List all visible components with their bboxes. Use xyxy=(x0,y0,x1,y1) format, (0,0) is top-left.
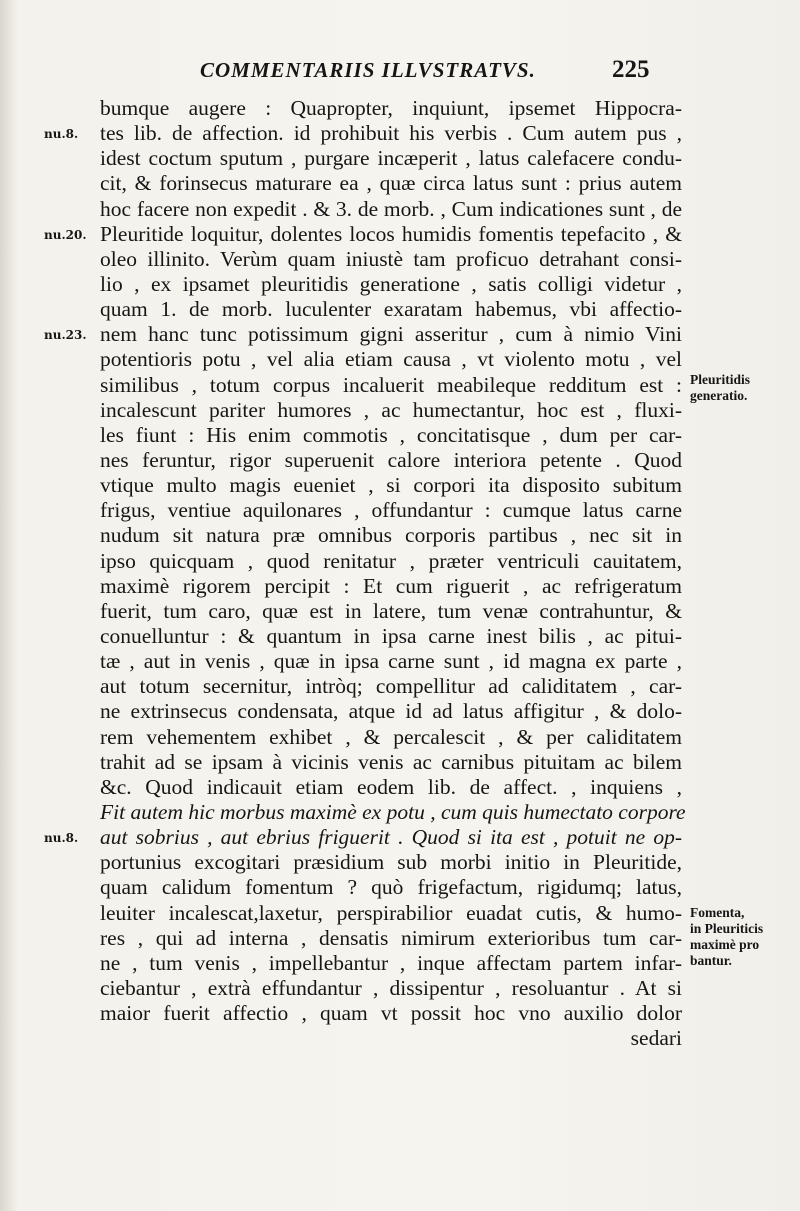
text-line: aut sobrius , aut ebrius friguerit . Quod si ita est , potuit ne op- xyxy=(100,825,682,850)
text-line: Pleuritide loquitur, dolentes locos humidis fomentis tepefacito , & xyxy=(100,221,682,246)
side-note xyxy=(690,905,763,969)
text-line: sedari xyxy=(630,1026,682,1051)
text-line: conuelluntur : & quantum in ipsa carne inest bilis , ac pitui- xyxy=(100,623,682,648)
text-line: nudum sit natura præ omnibus corporis partibus , nec sit in xyxy=(100,523,682,548)
text-line: Fit autem hic morbus maximè ex potu , cum quis humectato corpore xyxy=(100,799,686,824)
text-line: tæ , aut in venis , quæ in ipsa carne sunt , id magna ex parte , xyxy=(100,649,682,674)
text-line: tes lib. de affection. id prohibuit his verbis . Cum autem pus , xyxy=(100,121,682,146)
text-line: hoc facere non expedit . & 3. de morb. , Cum indicationes sunt , de xyxy=(100,196,682,221)
text-line: quam calidum fomentum ? quò frigefactum, rigidumq; latus, xyxy=(100,875,682,900)
text-line: oleo illinito. Verùm quam iniustè tam proficuo detrahant consi- xyxy=(100,246,682,271)
text-line: quam 1. de morb. luculenter exaratam habemus, vbi affectio- xyxy=(100,297,682,322)
side-note-line: maximè pro xyxy=(690,937,760,952)
page-number: 225 xyxy=(612,56,650,83)
text-line: bumque augere : Quapropter, inquiunt, ipsemet Hippocra- xyxy=(100,96,682,120)
text-line: lio , ex ipsamet pleuritidis generatione , satis colligi videtur , xyxy=(100,271,682,296)
text-line: ne , tum venis , impellebantur , inque affectam partem infar- xyxy=(100,950,682,975)
text-line: idest coctum sputum , purgare incæperit , latus calefacere condu- xyxy=(100,146,682,171)
text-line: frigus, ventiue aquilonares , offundantur : cumque latus carne xyxy=(100,498,682,523)
running-head: COMMENTARIIS ILLVSTRATVS. xyxy=(200,58,536,82)
margin-reference: nu.8. xyxy=(44,831,79,846)
text-body xyxy=(100,96,686,1051)
text-line: trahit ad se ipsam à vicinis venis ac carnibus pituitam ac bilem xyxy=(100,749,682,774)
side-note-line: Fomenta, xyxy=(690,905,745,920)
text-line: portunius excogitari præsidium sub morbi initio in Pleuritide, xyxy=(100,850,682,875)
text-line: ne extrinsecus condensata, atque id ad latus affigitur , & dolo- xyxy=(100,699,682,724)
text-line: les fiunt : His enim commotis , concitatisque , dum per car- xyxy=(100,422,682,447)
page-header xyxy=(200,58,670,92)
text-line: similibus , totum corpus incaluerit meabileque redditum est : xyxy=(100,372,682,397)
text-line: cit, & forinsecus maturare ea , quæ circa latus sunt : prius autem xyxy=(100,171,682,196)
text-line: nem hanc tunc potissimum gigni asseritur , cum à nimio Vini xyxy=(100,322,682,347)
text-line: maior fuerit affectio , quam vt possit hoc vno auxilio dolor xyxy=(100,1001,682,1026)
text-line: incalescunt pariter humores , ac humectantur, hoc est , fluxi- xyxy=(100,397,682,422)
text-line: res , qui ad interna , densatis nimirum exterioribus tum car- xyxy=(100,925,682,950)
margin-reference: nu.20. xyxy=(44,227,87,242)
side-note xyxy=(690,372,750,404)
side-note-line: generatio. xyxy=(690,388,748,403)
margin-reference: nu.23. xyxy=(44,328,87,343)
margin-reference: nu.8. xyxy=(44,127,79,142)
side-note-line: in Pleuriticis xyxy=(690,921,764,936)
text-line: leuiter incalescat,laxetur, perspirabilior euadat cutis, & humo- xyxy=(100,900,682,925)
text-line: rem vehementem exhibet , & percalescit , & per caliditatem xyxy=(100,724,682,749)
text-line: aut totum secernitur, intròq; compellitur ad caliditatem , car- xyxy=(100,674,682,699)
side-note-line: bantur. xyxy=(690,953,732,968)
side-note-line: Pleuritidis xyxy=(690,372,750,387)
text-line: ipso quicquam , quod renitatur , præter ventriculi cauitatem, xyxy=(100,548,682,573)
text-line: &c. Quod indicauit etiam eodem lib. de affect. , inquiens , xyxy=(100,774,682,799)
text-line: potentioris potu , vel alia etiam causa , vt violento motu , vel xyxy=(100,347,682,372)
text-line: vtique multo magis eueniet , si corpori ita disposito subitum xyxy=(100,473,682,498)
text-line: nes feruntur, rigor superuenit calore interiora petente . Quod xyxy=(100,447,682,472)
text-line: maximè rigorem percipit : Et cum riguerit , ac refrigeratum xyxy=(100,573,682,598)
text-line: ciebantur , extrà effundantur , dissipentur , resoluantur . At si xyxy=(100,975,682,1000)
text-line: fuerit, tum caro, quæ est in latere, tum venæ contrahuntur, & xyxy=(100,598,682,623)
